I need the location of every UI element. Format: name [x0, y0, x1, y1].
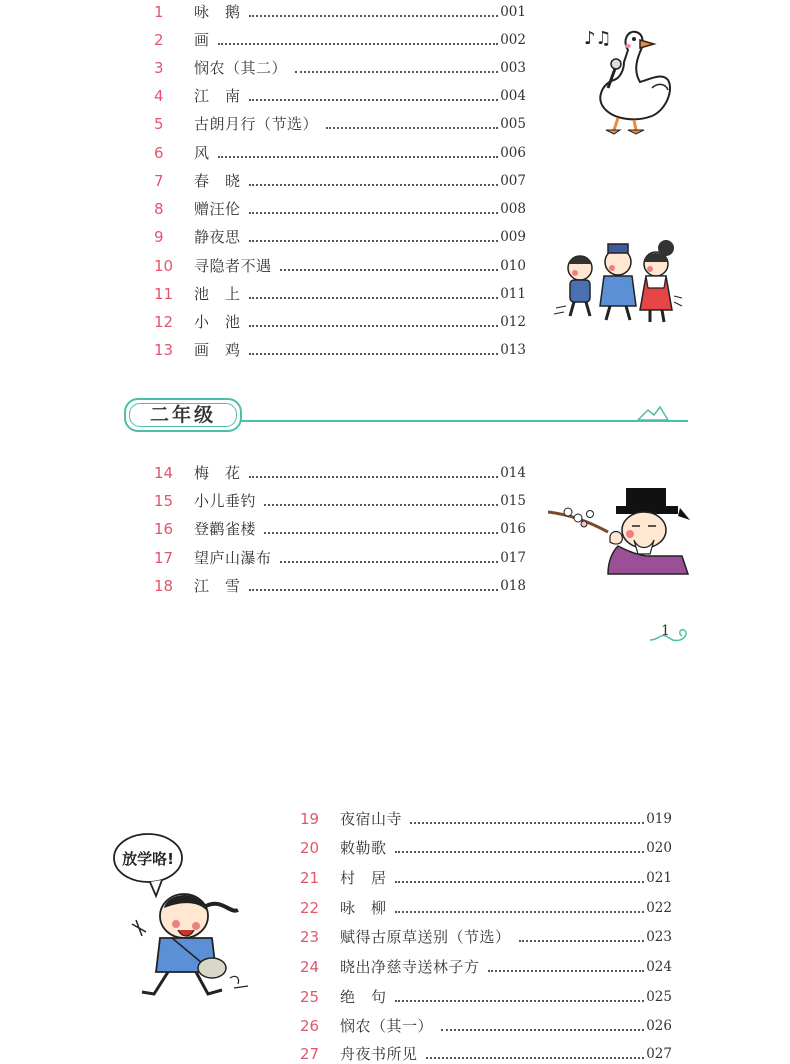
- toc-entry[interactable]: [154, 2, 526, 22]
- toc-entry-number: 23: [300, 928, 320, 946]
- dot-leader: [249, 172, 499, 186]
- toc-entry[interactable]: [300, 987, 672, 1007]
- toc-entry-page: 019: [646, 811, 672, 827]
- dot-leader: [249, 228, 499, 242]
- toc-entry-page: 016: [500, 521, 526, 537]
- toc-entry-number: 16: [154, 520, 174, 538]
- toc-entry[interactable]: [300, 838, 672, 858]
- toc-entry-title: 悯农（其一）: [340, 1017, 434, 1035]
- toc-entry-title: 咏 柳: [340, 899, 387, 917]
- toc-entry-number: 18: [154, 577, 174, 595]
- toc-entry[interactable]: [154, 30, 526, 50]
- toc-entry-page: 017: [500, 550, 526, 566]
- toc-entry-title: 赋得古原草送别（节选）: [340, 928, 511, 946]
- dot-leader: [519, 928, 645, 942]
- toc-entry-page: 003: [500, 60, 526, 76]
- toc-entry-number: 13: [154, 341, 174, 359]
- toc-entry-title: 风: [194, 144, 210, 162]
- toc-entry-number: 27: [300, 1045, 320, 1063]
- dot-leader: [395, 899, 645, 913]
- toc-entry-number: 20: [300, 839, 320, 857]
- dot-leader: [264, 492, 498, 506]
- toc-entry-title: 晓出净慈寺送林子方: [340, 958, 480, 976]
- toc-entry-page: 006: [500, 145, 526, 161]
- toc-entry-number: 15: [154, 492, 174, 510]
- toc-entry-number: 22: [300, 899, 320, 917]
- toc-entry-number: 6: [154, 144, 164, 162]
- toc-entry-page: 021: [646, 870, 672, 886]
- dot-leader: [249, 313, 499, 327]
- toc-entry[interactable]: [154, 114, 526, 134]
- dot-leader: [249, 3, 499, 17]
- toc-entry[interactable]: [300, 1016, 672, 1036]
- page-number: 1: [661, 623, 670, 639]
- toc-entry-title: 敕勒歌: [340, 839, 387, 857]
- toc-entry-page: 018: [500, 578, 526, 594]
- toc-entry-page: 002: [500, 32, 526, 48]
- toc-entry-page: 027: [646, 1046, 672, 1062]
- toc-entry[interactable]: [154, 548, 526, 568]
- toc-entry-page: 009: [500, 229, 526, 245]
- toc-entry-page: 001: [500, 4, 526, 20]
- toc-entry-page: 012: [500, 314, 526, 330]
- dot-leader: [280, 549, 499, 563]
- dot-leader: [249, 577, 499, 591]
- toc-entry[interactable]: [154, 284, 526, 304]
- dot-leader: [249, 464, 499, 478]
- toc-entry[interactable]: [154, 227, 526, 247]
- toc-entry[interactable]: [154, 256, 526, 276]
- toc-entry[interactable]: [154, 199, 526, 219]
- toc-entry-title: 寻隐者不遇: [194, 257, 272, 275]
- toc-entry[interactable]: [154, 312, 526, 332]
- toc-entry-title: 画: [194, 31, 210, 49]
- speech-bubble-text: 放学咯!: [122, 850, 174, 868]
- toc-entry[interactable]: [300, 927, 672, 947]
- toc-entry-page: 023: [646, 929, 672, 945]
- toc-entry-title: 池 上: [194, 285, 241, 303]
- section-heading: 二年级: [149, 404, 216, 426]
- toc-entry-title: 舟夜书所见: [340, 1045, 418, 1063]
- dot-leader: [410, 810, 644, 824]
- toc-entry-page: 004: [500, 88, 526, 104]
- scholar-with-plum-branch-icon: [546, 484, 690, 576]
- wave-ornament-icon: [650, 620, 690, 646]
- dot-leader: [395, 869, 645, 883]
- svg-text:♪♫: ♪♫: [584, 28, 612, 49]
- dot-leader: [395, 988, 645, 1002]
- dot-leader: [249, 200, 499, 214]
- singing-goose-icon: [570, 22, 680, 140]
- toc-entry-title: 夜宿山寺: [340, 810, 403, 828]
- dot-leader: [249, 341, 499, 355]
- toc-entry-title: 绝 句: [340, 988, 387, 1006]
- toc-entry-number: 21: [300, 869, 320, 887]
- toc-entry-number: 7: [154, 172, 164, 190]
- toc-entry[interactable]: [300, 957, 672, 977]
- section-divider: [240, 420, 688, 422]
- schoolboy-running-icon: [112, 828, 256, 1004]
- toc-entry-title: 江 雪: [194, 577, 241, 595]
- toc-entry[interactable]: [300, 898, 672, 918]
- toc-entry[interactable]: [154, 58, 526, 78]
- toc-entry-title: 登鹳雀楼: [194, 520, 257, 538]
- toc-entry-page: 005: [500, 116, 526, 132]
- toc-entry-number: 2: [154, 31, 164, 49]
- toc-entry-number: 24: [300, 958, 320, 976]
- dot-leader: [488, 958, 645, 972]
- toc-entry[interactable]: [300, 868, 672, 888]
- toc-entry-number: 10: [154, 257, 174, 275]
- dot-leader: [441, 1017, 644, 1031]
- dot-leader: [249, 285, 499, 299]
- mountain-ornament-icon: [636, 404, 670, 422]
- toc-entry[interactable]: [300, 809, 672, 829]
- toc-entry[interactable]: [154, 86, 526, 106]
- toc-entry-title: 画 鸡: [194, 341, 241, 359]
- dot-leader: [249, 87, 499, 101]
- dot-leader: [218, 31, 499, 45]
- toc-entry-number: 12: [154, 313, 174, 331]
- toc-entry-page: 025: [646, 989, 672, 1005]
- toc-entry-page: 011: [500, 286, 526, 302]
- toc-entry-number: 5: [154, 115, 164, 133]
- toc-entry-page: 020: [646, 840, 672, 856]
- three-children-icon: [550, 236, 685, 328]
- toc-entry-number: 9: [154, 228, 164, 246]
- toc-entry-title: 春 晓: [194, 172, 241, 190]
- toc-entry[interactable]: [154, 340, 526, 360]
- toc-entry-title: 咏 鹅: [194, 3, 241, 21]
- toc-entry-page: 015: [500, 493, 526, 509]
- toc-entry-number: 8: [154, 200, 164, 218]
- toc-page-2: [0, 660, 790, 1063]
- dot-leader: [326, 115, 498, 129]
- toc-entry[interactable]: [154, 143, 526, 163]
- toc-entry-number: 19: [300, 810, 320, 828]
- toc-entry[interactable]: [154, 171, 526, 191]
- toc-entry-page: 010: [500, 258, 526, 274]
- dot-leader: [280, 257, 499, 271]
- toc-entry-title: 小 池: [194, 313, 241, 331]
- section-heading-frame: [124, 398, 242, 432]
- dot-leader: [295, 59, 498, 73]
- toc-entry-title: 赠汪伦: [194, 200, 241, 218]
- toc-entry-number: 14: [154, 464, 174, 482]
- toc-entry-page: 014: [500, 465, 526, 481]
- toc-entry-title: 古朗月行（节选）: [194, 115, 319, 133]
- toc-entry-page: 013: [500, 342, 526, 358]
- toc-entry-title: 小儿垂钓: [194, 492, 257, 510]
- toc-entry-title: 静夜思: [194, 228, 241, 246]
- toc-entry-number: 3: [154, 59, 164, 77]
- toc-entry-page: 026: [646, 1018, 672, 1034]
- toc-entry[interactable]: [300, 1044, 672, 1064]
- toc-entry-number: 25: [300, 988, 320, 1006]
- toc-entry-page: 022: [646, 900, 672, 916]
- toc-entry-title: 望庐山瀑布: [194, 549, 272, 567]
- toc-entry-number: 11: [154, 285, 174, 303]
- dot-leader: [395, 839, 645, 853]
- toc-entry-number: 1: [154, 3, 164, 21]
- toc-entry-page: 008: [500, 201, 526, 217]
- toc-entry-page: 007: [500, 173, 526, 189]
- toc-entry[interactable]: [154, 491, 526, 511]
- toc-entry-number: 26: [300, 1017, 320, 1035]
- toc-entry-page: 024: [646, 959, 672, 975]
- toc-entry-title: 江 南: [194, 87, 241, 105]
- dot-leader: [264, 520, 498, 534]
- toc-entry[interactable]: [154, 463, 526, 483]
- toc-entry[interactable]: [154, 576, 526, 596]
- toc-entry-title: 村 居: [340, 869, 387, 887]
- toc-entry[interactable]: [154, 519, 526, 539]
- toc-entry-title: 悯农（其二）: [194, 59, 288, 77]
- toc-entry-title: 梅 花: [194, 464, 241, 482]
- dot-leader: [218, 144, 499, 158]
- toc-entry-number: 4: [154, 87, 164, 105]
- toc-entry-number: 17: [154, 549, 174, 567]
